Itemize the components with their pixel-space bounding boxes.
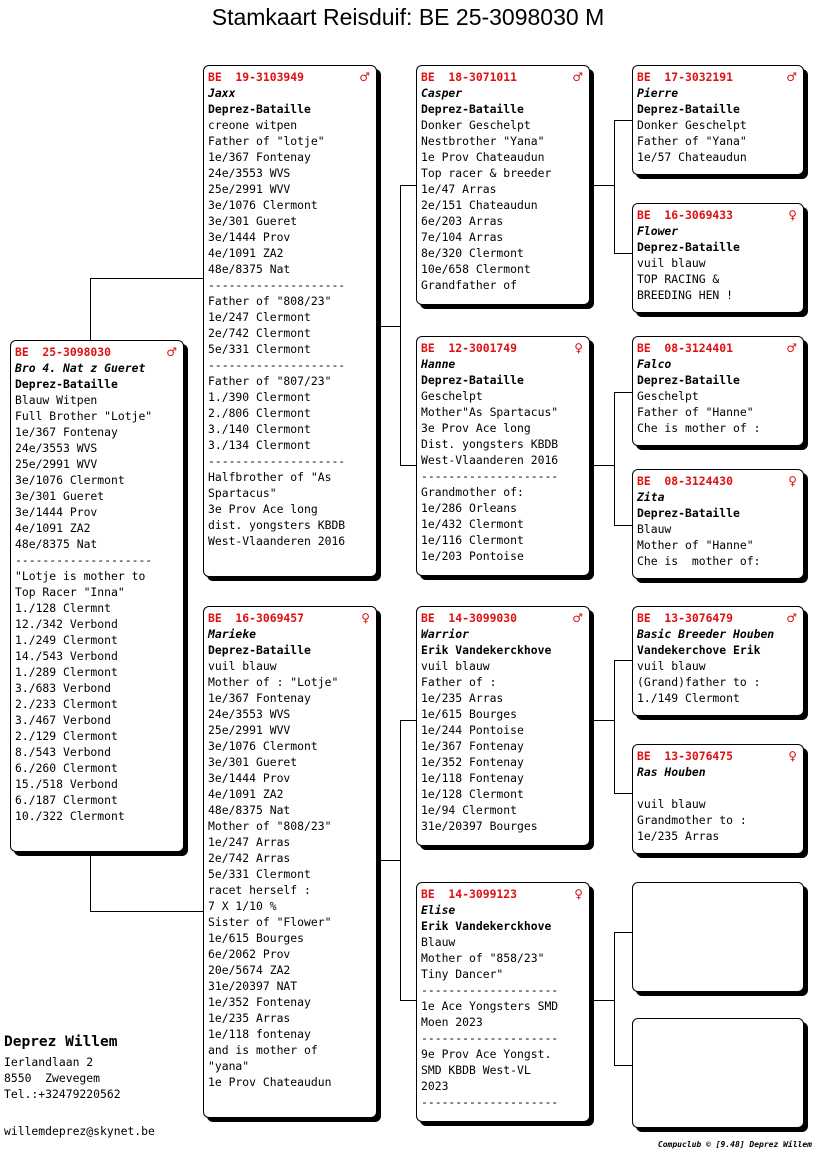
pigeon-name: Jaxx — [208, 86, 236, 100]
card-text-line: 1e/615 Bourges — [421, 707, 518, 721]
card-text-line: Geschelpt — [637, 389, 699, 403]
card-text-line: Blauw — [421, 935, 456, 949]
card-text-line: 3e/301 Gueret — [15, 489, 105, 503]
owner-city: 8550 Zwevegem — [4, 1071, 101, 1085]
card-text-line: 3./467 Verbond — [15, 713, 112, 727]
breeder-name: Deprez-Bataille — [637, 240, 740, 254]
card-text-line: Father of "Yana" — [637, 134, 747, 148]
card-text-line: SMD KBDB West-VL — [421, 1063, 531, 1077]
connector-line — [594, 185, 614, 186]
connector-line — [594, 720, 614, 721]
pedigree-title: Stamkaart Reisduif: BE 25-3098030 M — [211, 4, 605, 30]
card-text-line: 6e/203 Arras — [421, 214, 504, 228]
card-text-line: 1e Prov Chateaudun — [421, 150, 545, 164]
pigeon-name: Ras Houben — [637, 765, 706, 779]
pigeon-name: Casper — [421, 86, 463, 100]
connector-line — [614, 660, 633, 661]
ring-number: BE 08-3124401 — [637, 341, 734, 355]
card-text-line: 1e/203 Pontoise — [421, 549, 524, 563]
card-text-line: 7 X 1/10 % — [208, 899, 277, 913]
card-text-line: 1e Ace Yongsters SMD — [421, 999, 559, 1013]
pigeon-card-mother-father[interactable] — [416, 606, 590, 846]
ring-number: BE 14-3099030 — [421, 611, 518, 625]
owner-phone: Tel.:+32479220562 — [4, 1087, 121, 1101]
male-icon: ♂ — [359, 70, 370, 84]
breeder-name: Vandekerchove Erik — [637, 643, 761, 657]
card-text-line: 20e/5674 ZA2 — [208, 963, 291, 977]
card-text-line: 3./134 Clermont — [208, 438, 311, 452]
female-icon: ♀ — [788, 749, 797, 763]
card-text-line: 15./518 Verbond — [15, 777, 118, 791]
ring-number: BE 14-3099123 — [421, 887, 518, 901]
card-text-line: Donker Geschelpt — [421, 118, 531, 132]
card-text-line: Dist. yongsters KBDB — [421, 437, 559, 451]
card-text-line: 1e/615 Bourges — [208, 931, 305, 945]
pigeon-card-mfm[interactable] — [632, 744, 804, 854]
card-text-line: Mother of : "Lotje" — [208, 675, 339, 689]
breeder-name: Deprez-Bataille — [208, 643, 311, 657]
connector-line — [400, 185, 401, 465]
card-text-line: 2e/151 Chateaudun — [421, 198, 538, 212]
male-icon: ♂ — [786, 611, 797, 625]
male-icon: ♂ — [572, 70, 583, 84]
card-text-line: Geschelpt — [421, 389, 483, 403]
card-text-line: -------------------- — [15, 553, 153, 567]
card-text-line: Top racer & breeder — [421, 166, 552, 180]
card-text-line: 1e/116 Clermont — [421, 533, 524, 547]
ring-number: BE 16-3069457 — [208, 611, 305, 625]
pigeon-name: Pierre — [637, 86, 679, 100]
card-text-line: 1e/118 fontenay — [208, 1027, 311, 1041]
owner-email[interactable]: willemdeprez@skynet.be — [4, 1124, 155, 1138]
breeder-name: Deprez-Bataille — [15, 377, 118, 391]
ring-number: BE 25-3098030 — [15, 345, 112, 359]
card-text-line: Nestbrother "Yana" — [421, 134, 545, 148]
card-text-line: Mother of "Hanne" — [637, 538, 754, 552]
card-text-line: 1e/235 Arras — [421, 691, 504, 705]
card-header — [421, 340, 585, 356]
footer-credit: Compuclub © [9.48] Deprez Willem — [657, 1140, 812, 1149]
card-text-line: Grandmother of: — [421, 485, 524, 499]
card-text-line: Sister of "Flower" — [208, 915, 332, 929]
male-icon: ♂ — [572, 611, 583, 625]
card-text-line: 4e/1091 ZA2 — [15, 521, 91, 535]
ring-number: BE 16-3069433 — [637, 208, 734, 222]
connector-line — [400, 720, 401, 1000]
card-text-line: Mother of "808/23" — [208, 819, 332, 833]
card-header — [637, 610, 799, 626]
card-text-line: 2e/742 Clermont — [208, 326, 311, 340]
breeder-name: Deprez-Bataille — [421, 373, 524, 387]
card-header — [421, 69, 585, 85]
card-text-line: 3e/1444 Prov — [208, 230, 291, 244]
ring-number: BE 12-3001749 — [421, 341, 518, 355]
card-text-line: 25e/2991 WVV — [15, 457, 98, 471]
card-text-line: 24e/3553 WVS — [208, 707, 291, 721]
card-text-line: creone witpen — [208, 118, 298, 132]
card-text-line: Tiny Dancer" — [421, 967, 504, 981]
card-text-line: 1./149 Clermont — [637, 691, 740, 705]
connector-line — [614, 120, 633, 121]
card-text-line: and is mother of — [208, 1043, 318, 1057]
card-text-line: 4e/1091 ZA2 — [208, 787, 284, 801]
pigeon-name: Basic Breeder Houben — [637, 627, 775, 641]
card-text-line: 1./390 Clermont — [208, 390, 311, 404]
ring-number: BE 13-3076475 — [637, 749, 734, 763]
pigeon-card-ffm[interactable] — [632, 203, 804, 313]
card-text-line: 3e/301 Gueret — [208, 755, 298, 769]
pigeon-name: Hanne — [421, 357, 456, 371]
ring-number: BE 18-3071011 — [421, 70, 518, 84]
card-text-line: 2023 — [421, 1079, 449, 1093]
card-text-line: 1e Prov Chateaudun — [208, 1075, 332, 1089]
card-text-line: Mother"As Spartacus" — [421, 405, 559, 419]
connector-line — [614, 932, 615, 1065]
card-text-line: 6./260 Clermont — [15, 761, 118, 775]
breeder-name: Erik Vandekerckhove — [421, 643, 552, 657]
card-text-line: 31e/20397 Bourges — [421, 819, 538, 833]
connector-line — [614, 1065, 633, 1066]
card-text-line: -------------------- — [208, 278, 346, 292]
card-text-line: (Grand)father to : — [637, 675, 761, 689]
card-text-line: 3e/1444 Prov — [15, 505, 98, 519]
card-text-line: Father of "808/23" — [208, 294, 332, 308]
breeder-name: Erik Vandekerckhove — [421, 919, 552, 933]
card-text-line: 2e/742 Arras — [208, 851, 291, 865]
card-text-line: dist. yongsters KBDB — [208, 518, 346, 532]
card-text-line: 5e/331 Clermont — [208, 342, 311, 356]
card-text-line: 1e/244 Pontoise — [421, 723, 524, 737]
card-text-line: 3e Prov Ace long — [208, 502, 318, 516]
pigeon-name: Flower — [637, 224, 679, 238]
card-text-line: 6./187 Clermont — [15, 793, 118, 807]
card-text-line: 3e/1076 Clermont — [208, 739, 318, 753]
pigeon-card-fmm[interactable] — [632, 469, 804, 579]
card-text-line: Moen 2023 — [421, 1015, 483, 1029]
owner-block — [4, 1034, 121, 1102]
pigeon-name: Bro 4. Nat z Gueret — [15, 361, 146, 375]
pigeon-card-father-father[interactable] — [416, 65, 590, 305]
female-icon: ♀ — [361, 611, 370, 625]
connector-line — [400, 720, 417, 721]
card-header — [421, 886, 585, 902]
breeder-name: Deprez-Bataille — [421, 102, 524, 116]
male-icon: ♂ — [786, 341, 797, 355]
card-text-line: Father of "807/23" — [208, 374, 332, 388]
card-text-line: Father of "Hanne" — [637, 405, 754, 419]
card-header — [208, 69, 372, 85]
card-text-line: 1e/367 Fontenay — [208, 150, 311, 164]
card-text-line: 31e/20397 NAT — [208, 979, 298, 993]
connector-line — [614, 392, 633, 393]
card-text-line: Che is mother of : — [637, 421, 761, 435]
card-text-line: 5e/331 Clermont — [208, 867, 311, 881]
ring-number: BE 08-3124430 — [637, 474, 734, 488]
pigeon-name: Warrior — [421, 627, 470, 641]
card-text-line: racet herself : — [208, 883, 311, 897]
card-text-line: 1e/367 Fontenay — [208, 691, 311, 705]
card-text-line: 3e Prov Ace long — [421, 421, 531, 435]
pigeon-name: Falco — [637, 357, 672, 371]
connector-line — [614, 525, 633, 526]
card-text-line: 9e Prov Ace Yongst. — [421, 1047, 552, 1061]
card-text-line: "Lotje is mother to — [15, 569, 146, 583]
card-text-line: Che is mother of: — [637, 554, 761, 568]
pigeon-card-mff[interactable] — [632, 606, 804, 716]
card-text-line: 1e/128 Clermont — [421, 787, 524, 801]
card-text-line: 48e/8375 Nat — [208, 803, 291, 817]
card-text-line: 25e/2991 WVV — [208, 723, 291, 737]
card-text-line: -------------------- — [208, 454, 346, 468]
card-text-line: 1e/94 Clermont — [421, 803, 518, 817]
card-text-line: -------------------- — [421, 983, 559, 997]
card-text-line: West-Vlaanderen 2016 — [208, 534, 346, 548]
male-icon: ♂ — [786, 70, 797, 84]
card-text-line: 2./233 Clermont — [15, 697, 118, 711]
card-text-line: BREEDING HEN ! — [637, 288, 734, 302]
connector-line — [614, 793, 633, 794]
card-text-line: 8e/320 Clermont — [421, 246, 524, 260]
card-text-line: 3./140 Clermont — [208, 422, 311, 436]
card-text-line: vuil blauw — [637, 659, 706, 673]
owner-name: Deprez Willem — [4, 1034, 118, 1050]
female-icon: ♀ — [574, 341, 583, 355]
card-text-line: vuil blauw — [208, 659, 277, 673]
connector-line — [400, 185, 417, 186]
card-text-line: 3e/1444 Prov — [208, 771, 291, 785]
card-text-line: Donker Geschelpt — [637, 118, 747, 132]
card-text-line: Grandmother to : — [637, 813, 747, 827]
breeder-name — [637, 780, 799, 796]
pigeon-card-father-mother[interactable] — [416, 336, 590, 576]
card-text-line: vuil blauw — [421, 659, 490, 673]
connector-line — [594, 465, 614, 466]
breeder-name: Deprez-Bataille — [637, 373, 740, 387]
connector-line — [90, 911, 204, 912]
card-text-line: 1./128 Clermnt — [15, 601, 112, 615]
card-text-line: 48e/8375 Nat — [15, 537, 98, 551]
pigeon-card-fmf[interactable] — [632, 336, 804, 446]
card-text-line: Spartacus" — [208, 486, 277, 500]
card-text-line: 1e/367 Fontenay — [421, 739, 524, 753]
card-text-line: -------------------- — [421, 1031, 559, 1045]
card-text-line: TOP RACING & — [637, 272, 720, 286]
connector-line — [400, 1000, 417, 1001]
card-text-line: Father of "lotje" — [208, 134, 325, 148]
card-text-line: 3e/1076 Clermont — [208, 198, 318, 212]
card-text-line: Grandfather of — [421, 278, 518, 292]
card-text-line: Halfbrother of "As — [208, 470, 332, 484]
card-text-line: 1e/247 Clermont — [208, 310, 311, 324]
pigeon-card-fff[interactable] — [632, 65, 804, 175]
card-header — [637, 69, 799, 85]
card-header — [208, 610, 372, 626]
pigeon-card-mother-mother[interactable] — [416, 882, 590, 1122]
card-header — [637, 748, 799, 764]
card-text-line: 1e/352 Fontenay — [208, 995, 311, 1009]
card-text-line: 1e/118 Fontenay — [421, 771, 524, 785]
ring-number: BE 13-3076479 — [637, 611, 734, 625]
card-text-line: 1./249 Clermont — [15, 633, 118, 647]
card-header — [421, 610, 585, 626]
card-text-line: 1e/352 Fontenay — [421, 755, 524, 769]
card-text-line: -------------------- — [421, 1095, 559, 1109]
pigeon-card-mother[interactable] — [203, 606, 377, 1118]
connector-line — [380, 326, 400, 327]
connector-line — [594, 1000, 614, 1001]
pigeon-name: Zita — [637, 490, 665, 504]
breeder-name: Deprez-Bataille — [637, 506, 740, 520]
breeder-name: Deprez-Bataille — [637, 102, 740, 116]
breeder-name: Deprez-Bataille — [208, 102, 311, 116]
card-text-line: 1e/247 Arras — [208, 835, 291, 849]
owner-address: Ierlandlaan 2 — [4, 1055, 94, 1069]
card-text-line: 1e/286 Orleans — [421, 501, 518, 515]
card-text-line: 10./322 Clermont — [15, 809, 125, 823]
card-header — [637, 207, 799, 223]
card-header — [637, 340, 799, 356]
card-text-line: Father of : — [421, 675, 497, 689]
card-header — [637, 473, 799, 489]
card-text-line: 12./342 Verbond — [15, 617, 118, 631]
connector-line — [400, 465, 417, 466]
card-text-line: vuil blauw — [637, 797, 706, 811]
card-header — [15, 344, 179, 360]
card-text-line: Blauw — [637, 522, 672, 536]
card-text-line: 14./543 Verbond — [15, 649, 118, 663]
card-text-line: -------------------- — [208, 358, 346, 372]
card-text-line: 1e/235 Arras — [208, 1011, 291, 1025]
ring-number: BE 19-3103949 — [208, 70, 305, 84]
male-icon: ♂ — [166, 345, 177, 359]
connector-line — [614, 392, 615, 525]
female-icon: ♀ — [788, 208, 797, 222]
connector-line — [614, 253, 633, 254]
connector-line — [614, 120, 615, 253]
card-text-line: 24e/3553 WVS — [15, 441, 98, 455]
card-text-line: vuil blauw — [637, 256, 706, 270]
connector-line — [614, 932, 633, 933]
card-text-line: 7e/104 Arras — [421, 230, 504, 244]
connector-line — [90, 278, 204, 279]
card-text-line: 3./683 Verbond — [15, 681, 112, 695]
pigeon-name: Elise — [421, 903, 456, 917]
card-text-line: 24e/3553 WVS — [208, 166, 291, 180]
card-text-line: 1e/432 Clermont — [421, 517, 524, 531]
female-icon: ♀ — [788, 474, 797, 488]
card-text-line: -------------------- — [421, 469, 559, 483]
card-text-line: Mother of "858/23" — [421, 951, 545, 965]
card-text-line: 1./289 Clermont — [15, 665, 118, 679]
card-text-line: Full Brother "Lotje" — [15, 409, 153, 423]
female-icon: ♀ — [574, 887, 583, 901]
card-text-line: 1e/57 Chateaudun — [637, 150, 747, 164]
card-text-line: 2./129 Clermont — [15, 729, 118, 743]
card-text-line: 2./806 Clermont — [208, 406, 311, 420]
connector-line — [380, 860, 400, 861]
connector-line — [90, 278, 91, 340]
card-text-line: 10e/658 Clermont — [421, 262, 531, 276]
pigeon-card-empty[interactable] — [632, 1018, 804, 1128]
card-text-line: 3e/1076 Clermont — [15, 473, 125, 487]
card-text-line: 25e/2991 WVV — [208, 182, 291, 196]
card-text-line: Top Racer "Inna" — [15, 585, 125, 599]
connector-line — [90, 852, 91, 912]
card-text-line: 3e/301 Gueret — [208, 214, 298, 228]
card-text-line: 48e/8375 Nat — [208, 262, 291, 276]
card-text-line: 8./543 Verbond — [15, 745, 112, 759]
pigeon-card-subject[interactable] — [10, 340, 184, 852]
card-text-line: "yana" — [208, 1059, 250, 1073]
pigeon-name: Marieke — [208, 627, 257, 641]
card-text-line: 6e/2062 Prov — [208, 947, 291, 961]
pigeon-card-empty[interactable] — [632, 882, 804, 992]
card-text-line: West-Vlaanderen 2016 — [421, 453, 559, 467]
ring-number: BE 17-3032191 — [637, 70, 734, 84]
card-text-line: 1e/47 Arras — [421, 182, 497, 196]
card-text-line: 1e/235 Arras — [637, 829, 720, 843]
connector-line — [614, 660, 615, 793]
pigeon-card-father[interactable] — [203, 65, 377, 577]
card-text-line: 1e/367 Fontenay — [15, 425, 118, 439]
card-text-line: Blauw Witpen — [15, 393, 98, 407]
card-text-line: 4e/1091 ZA2 — [208, 246, 284, 260]
